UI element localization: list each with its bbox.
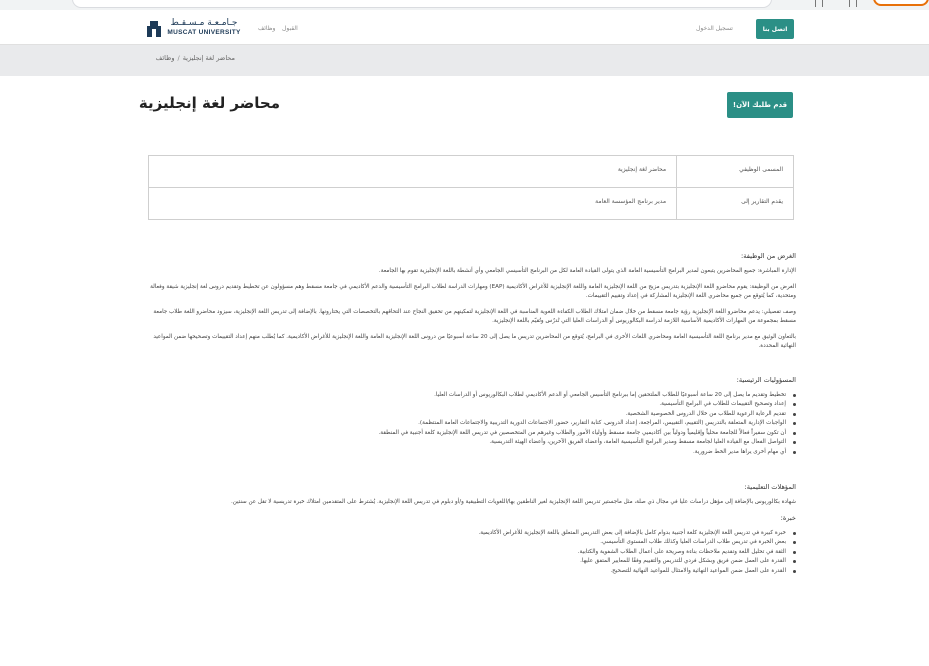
experience-heading: خبرة: (780, 514, 796, 522)
list-item: تخطيط وتقديم ما يصل إلى 20 ساعة أسبوعيًا للطلاب الملتحقين إما ببرنامج التأسيس الجامعي أو الدعم الأكاديمي لطلاب البكالوريوس أو الدراسات العليا. (146, 391, 796, 401)
breadcrumb (156, 54, 235, 62)
job-description (146, 252, 796, 584)
job-title-label: المسمى الوظيفي (677, 156, 794, 188)
university-logo[interactable] (146, 18, 244, 40)
logo-mark-icon (146, 20, 162, 38)
browser-toolbar (0, 0, 929, 10)
responsibilities-heading: المسؤوليات الرئيسية: (736, 376, 796, 384)
list-item: التواصل الفعال مع القيادة العليا لجامعة مسقط ومدير البرامج التأسيسية العامة، وأعضاء الفريق الآخرين، وأعضاء الهيئة التدريسية. (146, 438, 796, 448)
list-item: تقديم الرعاية الرعوية للطلاب من خلال الدروس الخصوصية الشخصية. (146, 410, 796, 420)
purpose-paragraph: الغرض من الوظيفة: يقوم محاضرو اللغة الإنجليزية بتدريس مزيج من اللغة الإنجليزية العامة واللغة الإنجليزية للأغراض الأكاديمية (EAP) ومهارات الدراسة لطلاب البرامج التأسيسية والدعم الأكاديمي في جامعة مسقط وهم مسؤولون عن تخطيط وتقديم دروس لغة إنجليزية شيقة وفعالة ومتحدية، كما يُتوقع من جميع محاضري اللغة الإنجليزية المشاركة في إعداد وتقييم التقييمات. (150, 284, 796, 299)
logo-arabic: جـامـعـة مـسـقـط (170, 18, 238, 28)
login-link[interactable]: تسجيل الدخول (696, 25, 733, 32)
reports-to-value: مدير برنامج المؤسسة العامة (149, 188, 677, 220)
list-item: الواجبات الإدارية المتعلقة بالتدريس (التقييم، التقييس، المراجعة، إعداد الدروس، كتابة التقارير، حضور الاجتماعات الدورية التدريبية والاجتماعات العامة المنتظمة). (146, 419, 796, 429)
nav-admission[interactable]: القبول (282, 25, 298, 32)
purpose-paragraph: بالتعاون الوثيق مع مدير برنامج اللغة التأسيسية العامة ومحاضري اللغات الأخرى في البرامج، يُتوقع من المحاضرين تدريس ما يصل إلى 20 ساعة أسبوعيًا من دروس اللغة الإنجليزية العامة واللغة الإنجليزية للأغراض الأكاديمية. كما يُطلب منهم إعداد التقييمات وتصحيحها ضمن المواعيد النهائية المحددة. (153, 334, 796, 349)
qualifications-heading: المؤهلات التعليمية: (744, 483, 796, 491)
responsibilities-list (146, 391, 796, 458)
list-item: أي مهام أخرى يراها مدير الخط ضرورية. (146, 448, 796, 458)
purpose-paragraph: الإدارة المباشرة: جميع المحاضرين يتبعون لمدير البرامج التأسيسية العامة الذي يتولى القيادة العامة لكل من البرنامج التأسيسي الجامعي وأي أنشطة باللغة الإنجليزية تقوم بها الجامعة. (378, 267, 796, 274)
job-info-table (148, 155, 794, 220)
site-header (0, 10, 929, 44)
purpose-heading: الغرض من الوظيفة: (741, 252, 796, 260)
apply-now-button[interactable]: قدم طلبك الآن! (727, 92, 793, 118)
qualifications-paragraph: شهادة بكالوريوس بالإضافة إلى مؤهل دراسات عليا في مجال ذي صلة، مثل ماجستير تدريس اللغة الإنجليزية لغير الناطقين بها/اللغويات التطبيقية و/أو دبلوم في تدريس اللغة الإنجليزية. يُشترط على المتقدمين امتلاك خبرة تدريسية لا تقل عن سنتين. (230, 498, 796, 505)
list-item: القدرة على العمل ضمن فريق وبشكل فردي للتدريس والتقييم وفقًا للمعايير المتفق عليها. (146, 557, 796, 567)
list-item: خبرة كبيرة في تدريس اللغة الإنجليزية كلغة أجنبية بدوام كامل بالإضافة إلى بعض التدريس المتعلق باللغة الإنجليزية للأغراض الأكاديمية. (146, 529, 796, 539)
breadcrumb-parent[interactable]: وظائف (155, 54, 175, 62)
list-item: الثقة في تحليل اللغة وتقديم ملاحظات بناءة وصريحة على أعمال الطلاب الشفوية والكتابية. (146, 548, 796, 558)
window-icon[interactable] (849, 0, 857, 7)
list-item: أن تكون سفيراً فعالاً للجامعة محلياً وإقليمياً ودولياً بين أكاديميي جامعة مسقط وأولياء الأمور والطلاب وغيرهم من المتخصصين في تدريس اللغة الإنجليزية كلغة أجنبية في المنطقة. (146, 429, 796, 439)
breadcrumb-bar (0, 44, 929, 76)
window-icon[interactable] (815, 0, 823, 7)
purpose-paragraph: وصف تفصيلي: يدعم محاضرو اللغة الإنجليزية رؤية جامعة مسقط من خلال ضمان امتلاك الطلاب الكفاءة اللغوية المناسبة في اللغة الإنجليزية لتمكينهم من تحقيق النجاح عند التحاقهم بالتخصصات التي يختارونها. بالإضافة إلى تدريس اللغة الإنجليزية، سيزود محاضرو اللغة طلاب جامعة مسقط بمجموعة من المهارات الأكاديمية الأساسية اللازمة لدراسة البكالوريوس أو الدراسات العليا التي تُدرّس وتُقيّم باللغة الإنجليزية. (153, 309, 796, 324)
list-item: إعداد وتصحيح التقييمات للطلاب في البرامج التأسيسية. (146, 400, 796, 410)
breadcrumb-separator: / (177, 54, 180, 62)
experience-list (146, 529, 796, 577)
list-item: القدرة على العمل ضمن المواعيد النهائية والامتثال للمواعيد النهائية للتصحيح. (146, 567, 796, 577)
job-title-value: محاضر لغة إنجليزية (149, 156, 677, 188)
list-item: بعض الخبرة في تدريس طلاب الدراسات العليا وكذلك طلاب المستوى التأسيسي. (146, 538, 796, 548)
logo-english: MUSCAT UNIVERSITY (167, 29, 241, 36)
profile-button[interactable] (873, 0, 929, 6)
reports-to-label: يقدم التقارير إلى (677, 188, 794, 220)
page-title: محاضر لغة إنجليزية (138, 94, 280, 112)
contact-button[interactable]: اتصل بنا (756, 19, 794, 39)
address-bar[interactable] (72, 0, 772, 8)
nav-jobs[interactable]: وظائف (258, 25, 276, 32)
table-row (149, 156, 794, 188)
breadcrumb-current: محاضر لغة إنجليزية (182, 54, 235, 62)
table-row (149, 188, 794, 220)
